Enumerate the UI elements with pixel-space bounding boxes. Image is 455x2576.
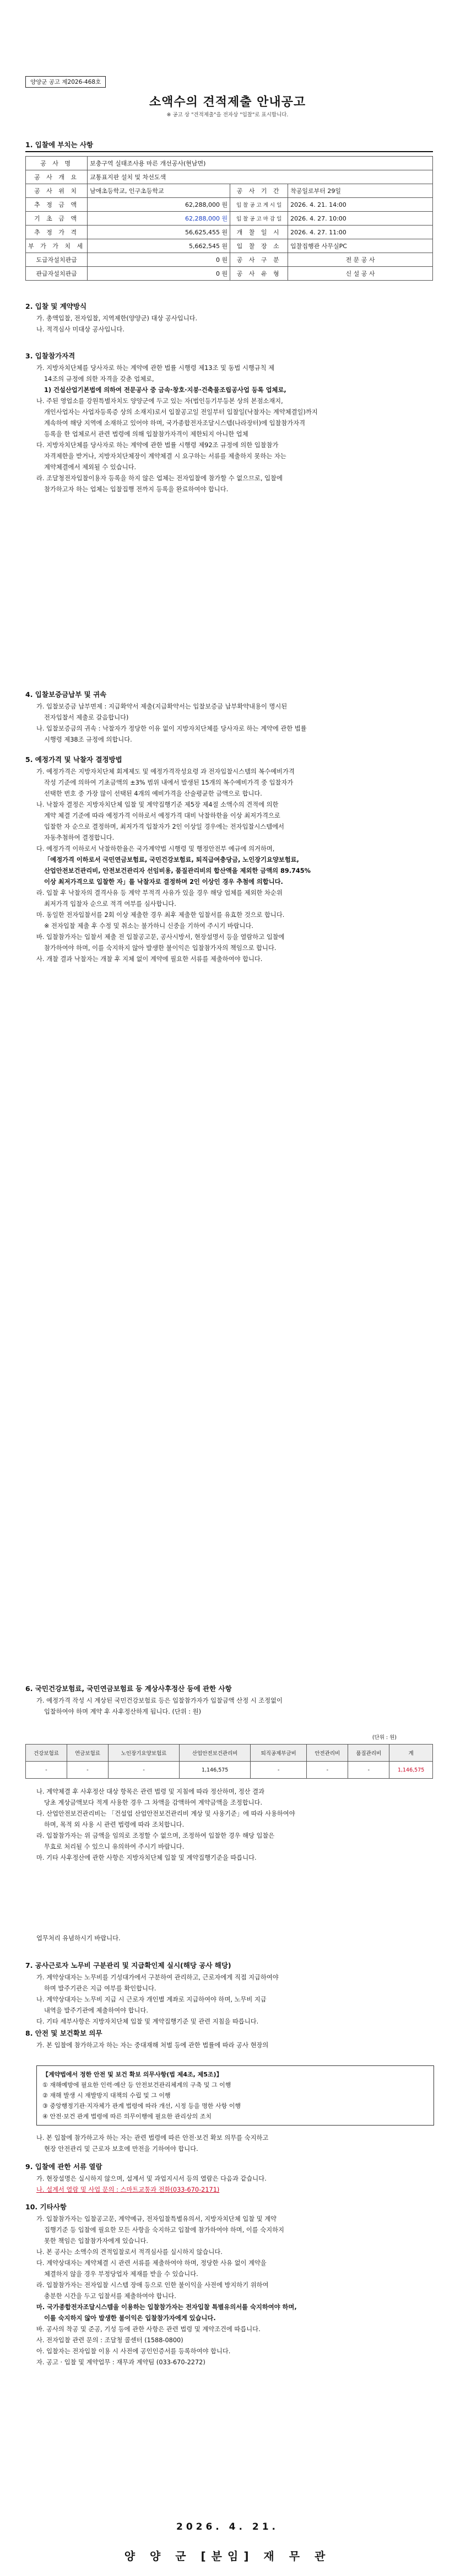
text-line: 1) 건설산업기본법에 의하여 전문공사 중 금속·창호·지붕·건축물조립공사업 등록 업체로, xyxy=(44,387,286,394)
text-line: 자격제한을 받거나, 지방자치단체장이 계약체결 시 요구하는 서류를 제출하지 못하는 자는 xyxy=(44,453,286,460)
cost-table xyxy=(25,1744,433,1779)
section-body-8b xyxy=(25,2133,433,2155)
table-header-cell: 산업안전보건관리비 xyxy=(180,1745,251,1762)
text-line: 참가하여야 하며, 이를 숙지하지 않아 발생한 불이익은 입찰참가자의 책임으로 합니다. xyxy=(44,944,277,952)
text-line: 못한 책임은 입찰참가자에게 있습니다. xyxy=(44,2237,148,2245)
text-line: 사. 개찰 결과 낙찰자는 개찰 후 지체 없이 계약에 필요한 서류를 제출하여야 합니다. xyxy=(36,956,263,963)
text-line: 마. 기타 사후정산에 관한 사항은 지방자치단체 입찰 및 계약집행기준을 따릅니다. xyxy=(36,1854,257,1861)
row-value: 0 원 xyxy=(88,253,230,267)
text-line: 가. 본 입찰에 참가하고자 하는 자는 중대재해 처벌 등에 관한 법률에 따라 공사 현장의 xyxy=(36,2042,269,2049)
section-title-2: 2. 입찰 및 계약방식 xyxy=(25,302,87,310)
title-note: ※ 공고 상 "견적제출"을 전자상 "입찰"로 표시합니다. xyxy=(166,112,289,118)
text-line: 참가하고자 하는 업체는 입찰집행 전까지 등록을 완료하여야 합니다. xyxy=(44,486,229,493)
text-line: 나. 계약상대자는 노무비 지급 시 근로자 개인별 계좌로 지급하여야 하며, 노무비 지급 xyxy=(36,1996,267,2003)
row-label: 부 가 가 치 세 xyxy=(26,239,88,253)
text-line: 다. 기타 세부사항은 지방자치단체 입찰 및 계약집행기준 및 관련 지침을 따릅니다. xyxy=(36,2018,259,2025)
section-body-10 xyxy=(25,2214,433,2368)
text-line: 충분한 시간을 두고 입찰서를 제출하여야 합니다. xyxy=(44,2293,176,2300)
text-line: 집행기준 등 입찰에 필요한 모든 사항을 숙지하고 입찰에 참가하여야 하며, 이를 숙지하지 xyxy=(44,2226,284,2234)
section-title-3: 3. 입찰참가자격 xyxy=(25,352,75,360)
row-label: 도급자설치관급 xyxy=(26,253,88,267)
section-body-8 xyxy=(25,2040,433,2051)
table-cell: 1,146,575 xyxy=(180,1762,251,1779)
text-line: 무효로 처리될 수 있으니 유의하여 주시기 바랍니다. xyxy=(44,1843,185,1850)
table-row xyxy=(26,267,433,281)
row-label-2: 공 사 구 분 xyxy=(230,253,288,267)
row-value: 5,662,545 원 xyxy=(88,239,230,253)
row-value: 0 원 xyxy=(88,267,230,281)
text-line: 개인사업자는 사업자등록증 상의 소재지)로서 입찰공고일 전일부터 입찰일(낙찰자는 계약체결일)까지 xyxy=(44,409,318,416)
section-body-6 xyxy=(25,1695,433,1718)
table-header-cell: 품질관리비 xyxy=(348,1745,389,1762)
text-line: 나. 주된 영업소를 강원특별자치도 양양군에 두고 있는 자(법인등기부등본 상의 본점소재지, xyxy=(36,398,283,405)
box-title: 【계약법에서 정한 안전 및 보건 확보 의무사항(법 제4조, 제5조)】 xyxy=(42,2071,223,2078)
text-line: 다. 산업안전보건관리비는 「건설업 산업안전보건관리비 계상 및 사용기준」에 따라 사용하여야 xyxy=(36,1810,295,1817)
text-line: 선택한 번호 중 가장 많이 선택된 4개의 예비가격을 산술평균한 금액으로 합니다. xyxy=(44,790,262,797)
text-line: 이를 숙지하지 않아 발생한 불이익은 입찰참가자에게 있습니다. xyxy=(44,2315,216,2322)
text-line: 계속하여 해당 지역에 소재하고 있어야 하며, 국가종합전자조달시스템(나라장터)에 입찰참가자격 xyxy=(44,420,306,427)
text-line: 나. 계약체결 후 사후정산 대상 항목은 관련 법령 및 지침에 따라 정산하며, 정산 결과 xyxy=(36,1788,264,1795)
section-title-1: 1. 입찰에 부치는 사항 xyxy=(25,141,94,149)
box-item: ③ 중앙행정기관·지자체가 관계 법령에 따라 개선, 시정 등을 명한 사항 이행 xyxy=(42,2102,241,2110)
section-title-7: 7. 공사근로자 노무비 구분관리 및 지급확인제 실시(해당 공사 해당) xyxy=(25,1961,231,1969)
row-label: 추 정 가 격 xyxy=(26,226,88,239)
text-line: 시행령 제38조 규정에 의합니다. xyxy=(44,736,132,743)
text-line: 입찰한 자 순으로 결정하며, 최저가격 입찰자가 2인 이상일 경우에는 전자입찰시스템에서 xyxy=(44,823,284,830)
table-cell: - xyxy=(251,1762,307,1779)
text-line: 가. 입찰참가자는 입찰공고문, 계약예규, 전자입찰특별유의서, 지방자치단체 입찰 및 계약 xyxy=(36,2215,277,2223)
text-line: 현장 안전관리 및 근로자 보호에 만전을 기하여야 합니다. xyxy=(44,2145,198,2153)
text-line: 다. 예정가격 이하로서 낙찰하한율은 국가계약법 시행령 및 행정안전부 예규에 의거하며, xyxy=(36,845,275,852)
table-row xyxy=(26,184,433,198)
section-body-6c xyxy=(25,1933,433,1944)
row-value-2: 2026. 4. 27. 11:00 xyxy=(288,226,433,239)
text-line: 사. 전자입찰 관련 문의 : 조달청 콜센터 (1588-0800) xyxy=(36,2337,183,2344)
row-label-2: 공 사 기 간 xyxy=(230,184,288,198)
row-value-2: 신 설 공 사 xyxy=(288,267,433,281)
section-body-3 xyxy=(25,363,433,495)
text-line: 체결하지 않을 경우 부정당업자 제재를 받을 수 있습니다. xyxy=(44,2271,198,2278)
row-value-2: 입찰집행관 사무실PC xyxy=(288,239,433,253)
table-header-row xyxy=(26,1745,433,1762)
section-body-7 xyxy=(25,1972,433,2027)
text-line: 14조의 규정에 의한 자격을 갖춘 업체로, xyxy=(44,375,154,383)
section-body-2 xyxy=(25,313,433,335)
notice-date: 2026. 4. 21. xyxy=(176,2521,279,2532)
row-label: 공 사 개 요 xyxy=(26,170,88,184)
text-line: 바. 공사의 착공 및 준공, 기성 등에 관한 사항은 관련 법령 및 계약조건에 따릅니다. xyxy=(36,2326,261,2333)
row-value-2: 전 문 공 사 xyxy=(288,253,433,267)
text-line: 라. 입찰참가자는 전자입찰 시스템 장애 등으로 인한 불이익을 사전에 방지하기 위하여 xyxy=(36,2282,269,2289)
row-value: 보충구역 실태조사용 마른 개선공사(현남면) xyxy=(88,157,433,170)
text-line: 내역을 발주기관에 제출하여야 합니다. xyxy=(44,2007,148,2014)
text-line: 라. 조달청전자입찰이용자 등록을 하지 않은 업체는 전자입찰에 참가할 수 없으므로, 입찰에 xyxy=(36,475,283,482)
section-title-10: 10. 기타사항 xyxy=(25,2203,67,2211)
box-item: ① 재해예방에 필요한 인력·예산 등 안전보건관리체계의 구축 및 그 이행 xyxy=(42,2081,231,2089)
notice-number: 양양군 공고 제2026-468호 xyxy=(25,76,106,88)
table-header-cell: 안전관리비 xyxy=(307,1745,348,1762)
text-line: 당초 계상금액보다 적게 사용한 경우 그 차액을 감액하여 계약금액을 조정합니다. xyxy=(44,1799,263,1806)
section-title-4: 4. 입찰보증금납부 및 귀속 xyxy=(25,690,107,699)
issuer-name: 양 양 군 [분임] 재 무 관 xyxy=(124,2550,331,2563)
row-label-2: 입 찰 장 소 xyxy=(230,239,288,253)
unit-label: (단위 : 원) xyxy=(372,1735,397,1741)
text-line: 이상 최저가격으로 입찰한 자」를 낙찰자로 결정하며 2인 이상인 경우 추첨에 의합니다. xyxy=(44,878,283,886)
row-label: 추 정 금 액 xyxy=(26,198,88,212)
box-item: ② 재해 발생 시 재발방지 대책의 수립 및 그 이행 xyxy=(42,2092,171,2099)
text-line: 하며 발주기관은 지급 여부를 확인합니다. xyxy=(44,1985,156,1992)
table-header-cell: 노인장기요양보험료 xyxy=(109,1745,180,1762)
section-title-6: 6. 국민건강보험료, 국민연금보험료 등 계상사후정산 등에 관한 사항 xyxy=(25,1684,232,1693)
row-label: 공 사 명 xyxy=(26,157,88,170)
table-cell: - xyxy=(109,1762,180,1779)
row-value-2: 2026. 4. 27. 10:00 xyxy=(288,212,433,226)
text-line: 나. 낙찰자 결정은 지방자치단체 입찰 및 계약집행기준 제5장 제4절 소액수의 견적에 의한 xyxy=(36,801,279,808)
text-line: 바. 입찰참가자는 입찰서 제출 전 입찰공고문, 공사시방서, 현장설명서 등을 열람하고 입찰에 xyxy=(36,933,285,941)
table-header-cell: 건강보험료 xyxy=(26,1745,67,1762)
text-line: 아. 입찰자는 전자입찰 이용 시 사전에 공인인증서를 등록하여야 합니다. xyxy=(36,2348,231,2355)
text-line: 하며, 목적 외 사용 시 관련 법령에 따라 조치합니다. xyxy=(44,1821,185,1828)
section-title-9: 9. 입찰에 관한 서류 열람 xyxy=(25,2162,102,2171)
table-cell: - xyxy=(26,1762,67,1779)
section-body-5 xyxy=(25,766,433,965)
text-line: 등록을 한 업체로서 관련 법령에 의해 입찰참가자격이 제한되지 아니한 업체 xyxy=(44,431,248,438)
table-header-cell: 연금보험료 xyxy=(67,1745,109,1762)
box-item: ④ 안전·보건 관계 법령에 따른 의무이행에 필요한 관리상의 조치 xyxy=(42,2113,212,2120)
table-row xyxy=(26,226,433,239)
text-line: 마. 국가종합전자조달시스템을 이용하는 입찰참가자는 전자입찰 특별유의서를 숙지하여야 하며, xyxy=(36,2304,297,2311)
table-cell: - xyxy=(307,1762,348,1779)
table-cell: - xyxy=(348,1762,389,1779)
table-row xyxy=(26,212,433,226)
table-row xyxy=(26,253,433,267)
table-cell: - xyxy=(67,1762,109,1779)
table-row xyxy=(26,239,433,253)
row-value: 56,625,455 원 xyxy=(88,226,230,239)
text-line: 가. 총액입찰, 전자입찰, 지역제한(양양군) 대상 공사입니다. xyxy=(36,315,198,322)
table-row xyxy=(26,198,433,212)
text-line: 다. 계약상대자는 계약체결 시 관련 서류를 제출하여야 하며, 정당한 사유 없이 계약을 xyxy=(36,2260,267,2267)
row-value: 교통표지판 설치 및 차선도색 xyxy=(88,170,433,184)
section-divider xyxy=(25,151,433,152)
row-value-2: 착공일로부터 29일 xyxy=(288,184,433,198)
row-value: 62,288,000 원 xyxy=(88,198,230,212)
row-label-2: 입 찰 공 고 마 감 일 xyxy=(230,212,288,226)
text-line: 자. 공고 · 입찰 및 계약업무 : 재무과 계약팀 (033-670-2272) xyxy=(36,2359,205,2366)
text-line: 가. 계약상대자는 노무비를 기성대가에서 구분하여 관리하고, 근로자에게 직접 지급하여야 xyxy=(36,1974,279,1981)
safety-obligation-box xyxy=(36,2065,434,2126)
table-row xyxy=(26,1762,433,1779)
inquiry-line: 나. 설계서 열람 및 사업 문의 : 스마트교통과 전화(033-670-2171) xyxy=(36,2186,220,2193)
section-body-4 xyxy=(25,701,433,745)
text-line: 가. 예정가격은 지방자치단체 회계제도 및 예정가격작성요령 과 전자입찰시스템의 복수예비가격 xyxy=(36,768,295,775)
table-header-cell: 퇴직공제부금비 xyxy=(251,1745,307,1762)
bid-info-table xyxy=(25,156,433,281)
text-line: 산업안전보건관리비, 안전보건관리자 선임비용, 품질관리비의 합산액을 제외한 금액의 89.745% xyxy=(44,867,311,874)
text-line: 나. 입찰보증금의 귀속 : 낙찰자가 정당한 이유 없이 지방자치단체를 당사자로 하는 계약에 관한 법률 xyxy=(36,725,307,732)
row-label: 공 사 위 치 xyxy=(26,184,88,198)
row-label-2: 개 찰 일 시 xyxy=(230,226,288,239)
text-line: 다. 지방자치단체를 당사자로 하는 계약에 관한 법률 시행령 제92조 규정에 의한 입찰참가 xyxy=(36,442,279,449)
text-line: 나. 본 공사는 소액수의 견적입찰로서 적격심사를 실시하지 않습니다. xyxy=(36,2248,223,2256)
text-line: 작성 기준에 의하여 기초금액의 ±3% 범위 내에서 발생된 15개의 복수예비가격 중 입찰자가 xyxy=(44,779,294,786)
text-line: 「예정가격 이하로서 국민연금보험료, 국민건강보험료, 퇴직급여충당금, 노인장기요양보험료, xyxy=(44,856,299,863)
row-value: 62,288,000 원 xyxy=(88,212,230,226)
section-title-5: 5. 예정가격 및 낙찰자 결정방법 xyxy=(25,755,122,764)
table-row xyxy=(26,157,433,170)
text-line: 가. 현장설명은 실시하지 않으며, 설계서 및 과업지시서 등의 열람은 다음과 같습니다. xyxy=(36,2175,267,2182)
text-line: 마. 동일한 전자입찰서를 2회 이상 제출한 경우 최후 제출한 입찰서를 유효한 것으로 합니다. xyxy=(36,911,285,919)
section-body-6b xyxy=(25,1786,433,1864)
row-label-2: 공 사 유 형 xyxy=(230,267,288,281)
table-header-cell: 계 xyxy=(389,1745,433,1762)
table-row xyxy=(26,170,433,184)
section-body-9 xyxy=(25,2174,433,2196)
text-line: 나. 적격심사 미대상 공사입니다. xyxy=(36,326,124,333)
text-line: 라. 입찰참가자는 위 금액을 임의로 조정할 수 없으며, 조정하여 입찰한 경우 해당 입찰은 xyxy=(36,1832,275,1839)
text-line: 가. 예정가격 작성 시 계상된 국민건강보험료 등은 입찰참가자가 입찰금액 산정 시 조정없이 xyxy=(36,1697,283,1704)
page-title: 소액수의 견적제출 안내공고 xyxy=(149,95,306,109)
text-line: 입찰하여야 하며 계약 후 사후정산하게 됩니다. (단위 : 원) xyxy=(44,1708,202,1715)
text-line: 자동추첨하여 결정합니다. xyxy=(44,834,115,841)
section-title-8: 8. 안전 및 보건확보 의무 xyxy=(25,2029,102,2037)
text-line: 계약 체결 기준에 따라 예정가격 이하로서 예정가격 대비 낙찰하한율 이상 최저가격으로 xyxy=(44,812,280,819)
text-line: 가. 입찰보증금 납부면제 : 지급확약서 제출(지급확약서는 입찰보증금 납부확약내용이 명시된 xyxy=(36,703,288,710)
row-label: 관급자설치관급 xyxy=(26,267,88,281)
text-line: ※ 전자입찰 제출 후 수정 및 취소는 불가하니 신중을 기하여 주시기 바랍니다. xyxy=(44,922,253,930)
row-value-2: 2026. 4. 21. 14:00 xyxy=(288,198,433,212)
table-cell-total: 1,146,575 xyxy=(389,1762,433,1779)
text-line: 나. 본 입찰에 참가하고자 하는 자는 관련 법령에 따른 안전·보건 확보 의무를 숙지하고 xyxy=(36,2134,269,2142)
row-value: 남애초등학교, 인구초등학교 xyxy=(88,184,230,198)
text-line: 최저가격 입찰자 순으로 적격 여부를 심사합니다. xyxy=(44,900,176,908)
text-line: 업무처리 유념하시기 바랍니다. xyxy=(36,1935,121,1942)
text-line: 라. 입찰 후 낙찰자의 결격사유 등 계약 부적격 사유가 있을 경우 해당 업체를 제외한 차순위 xyxy=(36,889,283,897)
row-label: 기 초 금 액 xyxy=(26,212,88,226)
text-line: 계약체결에서 제외될 수 있습니다. xyxy=(44,464,137,471)
text-line: 가. 지방자치단체를 당사자로 하는 계약에 관한 법률 시행령 제13조 및 동법 시행규칙 제 xyxy=(36,364,275,372)
row-label-2: 입 찰 공 고 게 시 일 xyxy=(230,198,288,212)
text-line: 전자입찰서 제출로 갈음합니다) xyxy=(44,714,129,721)
